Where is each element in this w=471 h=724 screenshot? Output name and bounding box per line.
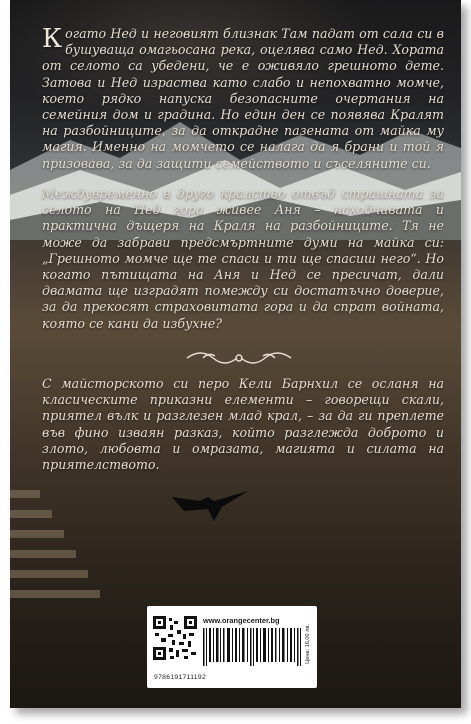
- barcode-label: [147, 606, 317, 688]
- price-label: Цена: 16,00 лв.: [305, 624, 311, 664]
- back-cover: [10, 0, 461, 708]
- synopsis-paragraph-2: Междувременно в друго кралство отвъд страшната за селото на Нед гора живее Аня – находчивата и практична дъщеря на Краля на разбойниците. Тя не може да забрави предсмъртните думи на майка си: „Грешното момче ще те спаси и ти ще спасиш него“. Но когато пътищата на Аня и Нед се пресичат, дали двамата ще изградят помежду си достатъчно доверие, за да прекосят страховитата гора и да спрат войната, която се кани да избухне?: [42, 186, 444, 331]
- publisher-website: www.orangecenter.bg: [203, 616, 280, 625]
- ornament-divider-icon: [183, 346, 295, 370]
- barcode-icon: [203, 628, 303, 666]
- crow-icon: [170, 483, 250, 523]
- isbn-number: 9786191711192: [154, 674, 207, 681]
- synopsis-paragraph-1: [42, 26, 444, 172]
- paragraph-1-text: огато Нед и неговият близнак Там падат от сала си в бушуваща омагьосана река, оцелява само Нед. Хората от селото са убедени, че е оживяло грешното дете. Затова и Нед израства като слабо и непохватно момче, което рядко напуска безопасните очертания на семейния дом и градина. Но един ден се появява Кралят на разбойниците, за да открадне пазената от майка му магия. Именно на момчето се налага да я брани и той я призовава, за да защити семейството и съселяните си.: [42, 26, 444, 171]
- stairs-illustration: [10, 470, 130, 708]
- synopsis-paragraph-3: С майсторското си перо Кели Барнхил се осланя на класическите приказни елементи – говорещи скали, приятел вълк и разглезен млад крал, – за да ги преплете във фино изваян разказ, който разглежда доброто и злото, любовта и омразата, магията и силата на приятелството.: [42, 376, 444, 473]
- qr-code-icon: [153, 616, 197, 660]
- drop-cap: К: [42, 24, 63, 54]
